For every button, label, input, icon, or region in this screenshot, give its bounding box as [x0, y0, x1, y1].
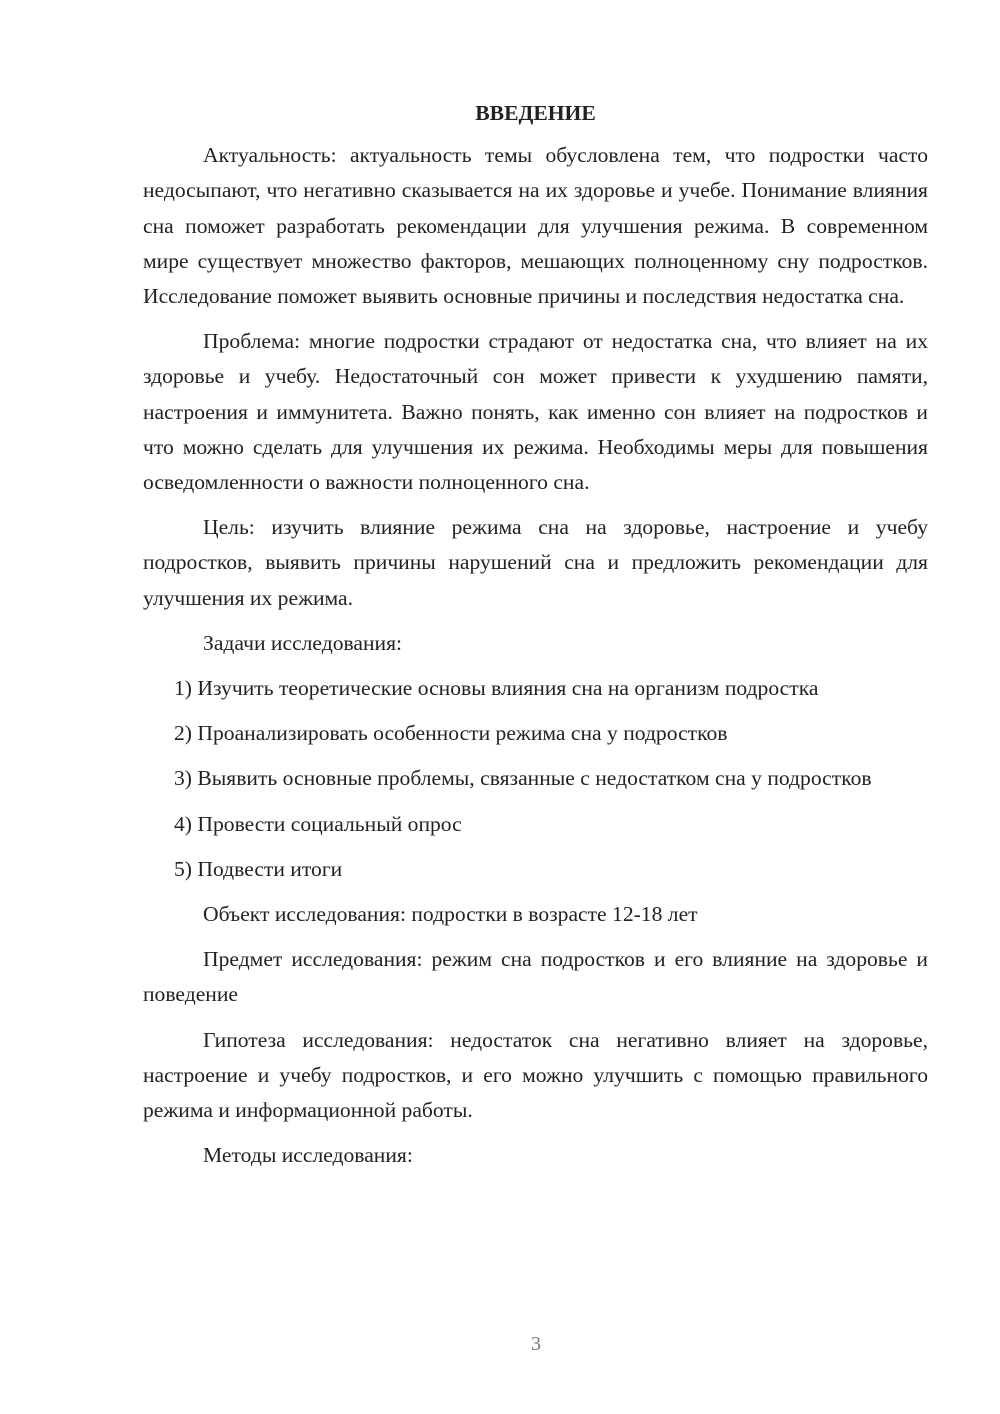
document-page	[143, 96, 928, 1183]
section-title: ВВЕДЕНИЕ	[475, 101, 596, 125]
task-item-5: 5) Подвести итоги	[174, 856, 343, 881]
task-item-3: 3) Выявить основные проблемы, связанные с недостатком сна у подростков	[174, 766, 872, 791]
goal-paragraph: Цель: изучить влияние режима сна на здоровье, настроение и учебу подростков, выявить причины нарушений сна и предложить рекомендации для улучшения их режима.	[143, 515, 928, 610]
object-paragraph: Объект исследования: подростки в возрасте 12-18 лет	[203, 902, 698, 927]
relevance-paragraph: Актуальность: актуальность темы обусловлена тем, что подростки часто недосыпают, что негативно сказывается на их здоровье и учебе. Понимание влияния сна поможет разработать рекомендации для улучшения режима. В современном мире существует множество факторов, мешающих полноценному сну подростков. Исследование поможет выявить основные причины и последствия недостатка сна.	[143, 143, 928, 309]
task-item-1: 1) Изучить теоретические основы влияния сна на организм подростка	[174, 676, 819, 701]
task-item-4: 4) Провести социальный опрос	[174, 811, 462, 836]
problem-paragraph: Проблема: многие подростки страдают от недостатка сна, что влияет на их здоровье и учебу. Недостаточный сон может привести к ухудшению памяти, настроения и иммунитета. Важно понять, как именно сон влияет на подростков и что можно сделать для улучшения их режима. Необходимы меры для повышения осведомленности о важности полноценного сна.	[143, 329, 928, 495]
subject-paragraph: Предмет исследования: режим сна подростков и его влияние на здоровье и поведение	[143, 947, 928, 1007]
hypothesis-paragraph: Гипотеза исследования: недостаток сна негативно влияет на здоровье, настроение и учебу подростков, и его можно улучшить с помощью правильного режима и информационной работы.	[143, 1027, 928, 1123]
tasks-heading: Задачи исследования:	[203, 630, 403, 655]
task-item-2: 2) Проанализировать особенности режима сна у подростков	[174, 721, 728, 746]
methods-heading: Методы исследования:	[203, 1143, 413, 1168]
page-number: 3	[531, 1333, 541, 1355]
tasks-list	[143, 671, 928, 887]
